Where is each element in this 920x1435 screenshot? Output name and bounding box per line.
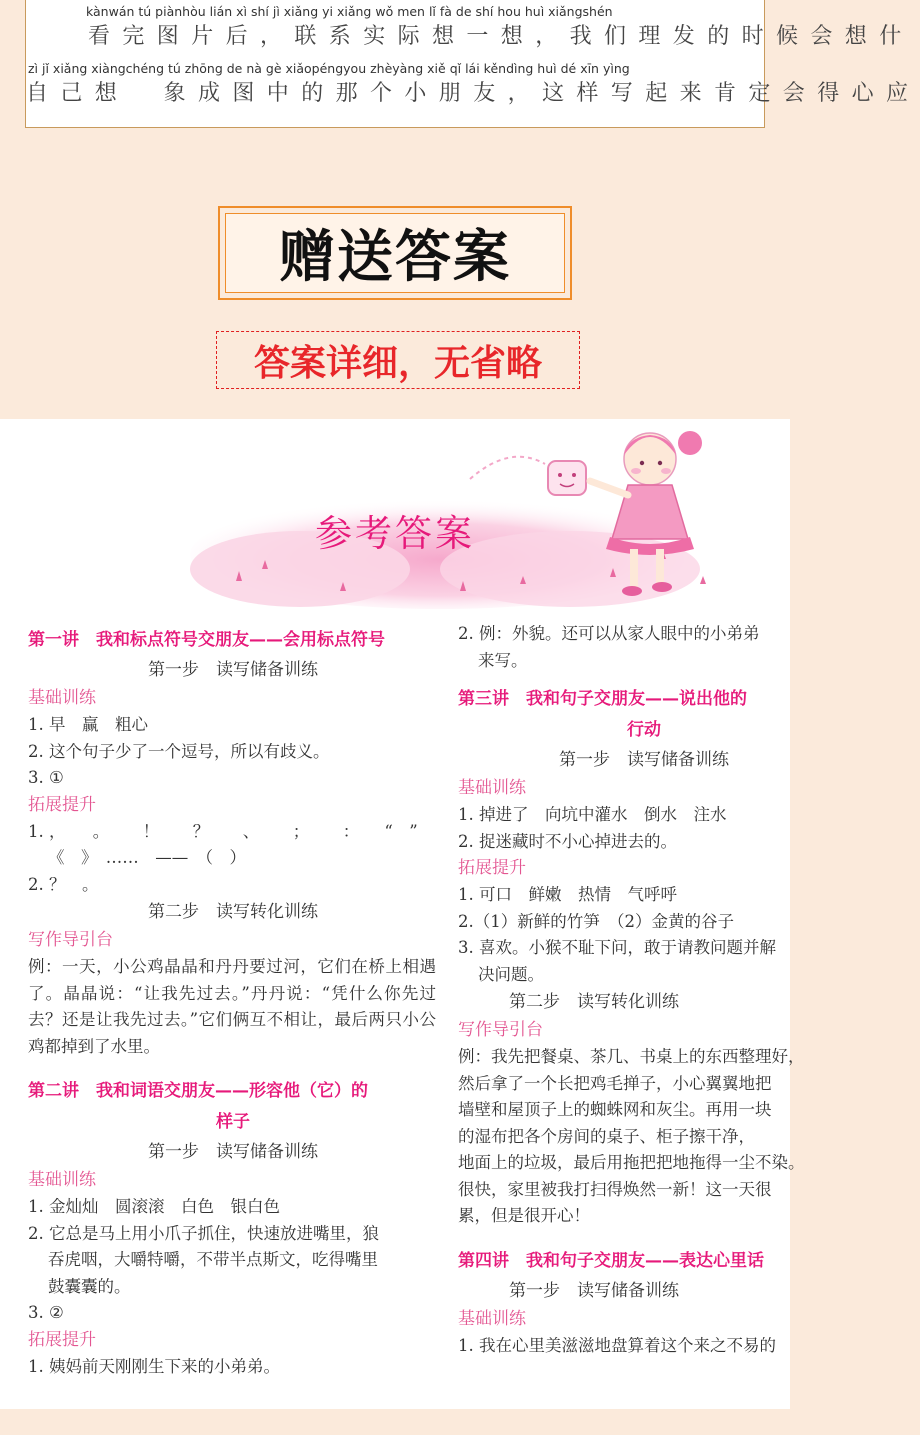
lecture-3-guide-label: 写作导引台 <box>458 1020 543 1040</box>
hanzi-line-1: 看完图片后，联系实际想一想，我们理发的时候会想什 <box>88 24 914 49</box>
lecture-3-title: 第三讲 我和句子交朋友——说出他的 行动 <box>458 689 747 740</box>
answer-item: 1. 早 赢 粗心 <box>28 715 148 734</box>
gift-answer-subtitle: 答案详细，无省略 <box>216 331 580 389</box>
lecture-2-basic-label: 基础训练 <box>28 1170 96 1190</box>
answer-item: 1. 姨妈前天刚刚生下来的小弟弟。 <box>28 1356 280 1376</box>
example-line: 的湿布把各个房间的桌子、柜子擦干净， <box>458 1126 755 1146</box>
example-line: 例：我先把餐桌、茶几、书桌上的东西整理好， <box>458 1047 805 1066</box>
example-line: 墙壁和屋顶子上的蜘蛛网和灰尘。再用一块 <box>458 1100 772 1119</box>
lecture-1-step-2: 第二步 读写转化训练 <box>148 902 318 922</box>
answer-item: 1. 可口 鲜嫩 热情 气呼呼 <box>458 885 677 904</box>
answer-right-column <box>458 621 805 1359</box>
pinyin-line-1: kànwán tú piànhòu lián xì shí jì xiǎng yi xiǎng wǒ men lǐ fà de shí hou huì xiǎngshén <box>86 4 613 19</box>
answer-page <box>0 419 805 1409</box>
lecture-2-step-1: 第一步 读写储备训练 <box>148 1142 318 1162</box>
answer-item: 吞虎咽，大嚼特嚼，不带半点斯文，吃得嘴里 <box>48 1250 378 1269</box>
example-line: 地面上的垃圾，最后用拖把把地拖得一尘不染。 <box>458 1153 805 1172</box>
answer-item: 来写。 <box>478 650 528 670</box>
lecture-3-step-1: 第一步 读写储备训练 <box>559 750 729 770</box>
lecture-4-title: 第四讲 我和句子交朋友——表达心里话 <box>458 1250 764 1271</box>
lecture-1-extension-label: 拓展提升 <box>28 794 96 815</box>
answer-item: 2. 这个句子少了一个逗号，所以有歧义。 <box>28 741 330 761</box>
answer-item: 2. ？ 。 <box>28 874 99 894</box>
lecture-1-step-1: 第一步 读写储备训练 <box>148 660 318 680</box>
hanzi-line-2: 自己想 象成图中的那个小朋友，这样写起来肯定会得心应 <box>26 81 920 106</box>
lecture-1-title: 第一讲 我和标点符号交朋友——会用标点符号 <box>28 630 385 650</box>
pinyin-text-card <box>25 0 920 128</box>
watering-can-icon <box>548 461 586 495</box>
lecture-4-step-1: 第一步 读写储备训练 <box>509 1280 679 1301</box>
lecture-1-basic-label: 基础训练 <box>28 688 96 708</box>
answer-item: 1. 金灿灿 圆滚滚 白色 银白色 <box>28 1197 280 1216</box>
gift-answer-frame <box>218 206 572 300</box>
pinyin-line-2: zì jǐ xiǎng xiàngchéng tú zhōng de nà gè xiǎopéngyou zhèyàng xiě qǐ lái kěndìng huì dé xīn yìng <box>28 61 630 76</box>
answer-item: 3. 喜欢。小猴不耻下问，敢于请教问题并解 <box>458 938 776 957</box>
answer-item: 3. ② <box>28 1303 64 1322</box>
lecture-1-guide-label: 写作导引台 <box>28 930 113 950</box>
answer-item: 鼓囊囊的。 <box>48 1276 131 1296</box>
answer-item: 3. ① <box>28 768 64 787</box>
lecture-1-example: 例：一天，小公鸡晶晶和丹丹要过河，它们在桥上相遇了。晶晶说：“让我先过去。”丹丹说：“凭什么你先过去？还是让我先过去。”它们俩互不相让，最后两只小公鸡都掉到了水里。 <box>28 957 436 1056</box>
answer-item: 《 》 …… —— （ ） <box>48 848 246 867</box>
answer-item: 2. 捉迷藏时不小心掉进去的。 <box>458 831 677 851</box>
answer-item: 决问题。 <box>478 964 544 984</box>
lecture-2-extension-label: 拓展提升 <box>28 1329 96 1350</box>
lecture-3-extension-label: 拓展提升 <box>458 858 526 878</box>
example-line: 累，但是很开心！ <box>458 1206 590 1225</box>
answer-item: 2. 例：外貌。还可以从家人眼中的小弟弟 <box>458 624 760 643</box>
gift-answer-title: 赠送答案 <box>225 213 565 293</box>
answer-item: 1. 掉进了 向坑中灌水 倒水 注水 <box>458 805 727 824</box>
lecture-2-title: 第二讲 我和词语交朋友——形容他（它）的 样子 <box>28 1081 368 1132</box>
answer-left-column <box>28 621 438 1380</box>
lecture-3-basic-label: 基础训练 <box>458 778 526 798</box>
answer-item: 2.（1）新鲜的竹笋 （2）金黄的谷子 <box>458 911 734 931</box>
answer-item: 1. 我在心里美滋滋地盘算着这个来之不易的 <box>458 1335 776 1355</box>
example-line: 然后拿了一个长把鸡毛掸子，小心翼翼地把 <box>458 1073 772 1093</box>
answer-item: 2. 它总是马上用小爪子抓住，快速放进嘴里，狼 <box>28 1223 379 1243</box>
lecture-4-basic-label: 基础训练 <box>458 1308 526 1329</box>
answer-heading: 参考答案 <box>315 512 475 555</box>
punctuation-answer-row: 1. ， 。 ！ ？ 、 ； ： “ ” <box>28 821 418 841</box>
lecture-3-step-2: 第二步 读写转化训练 <box>509 992 679 1012</box>
example-line: 很快，家里被我打扫得焕然一新！这一天很 <box>458 1179 772 1199</box>
